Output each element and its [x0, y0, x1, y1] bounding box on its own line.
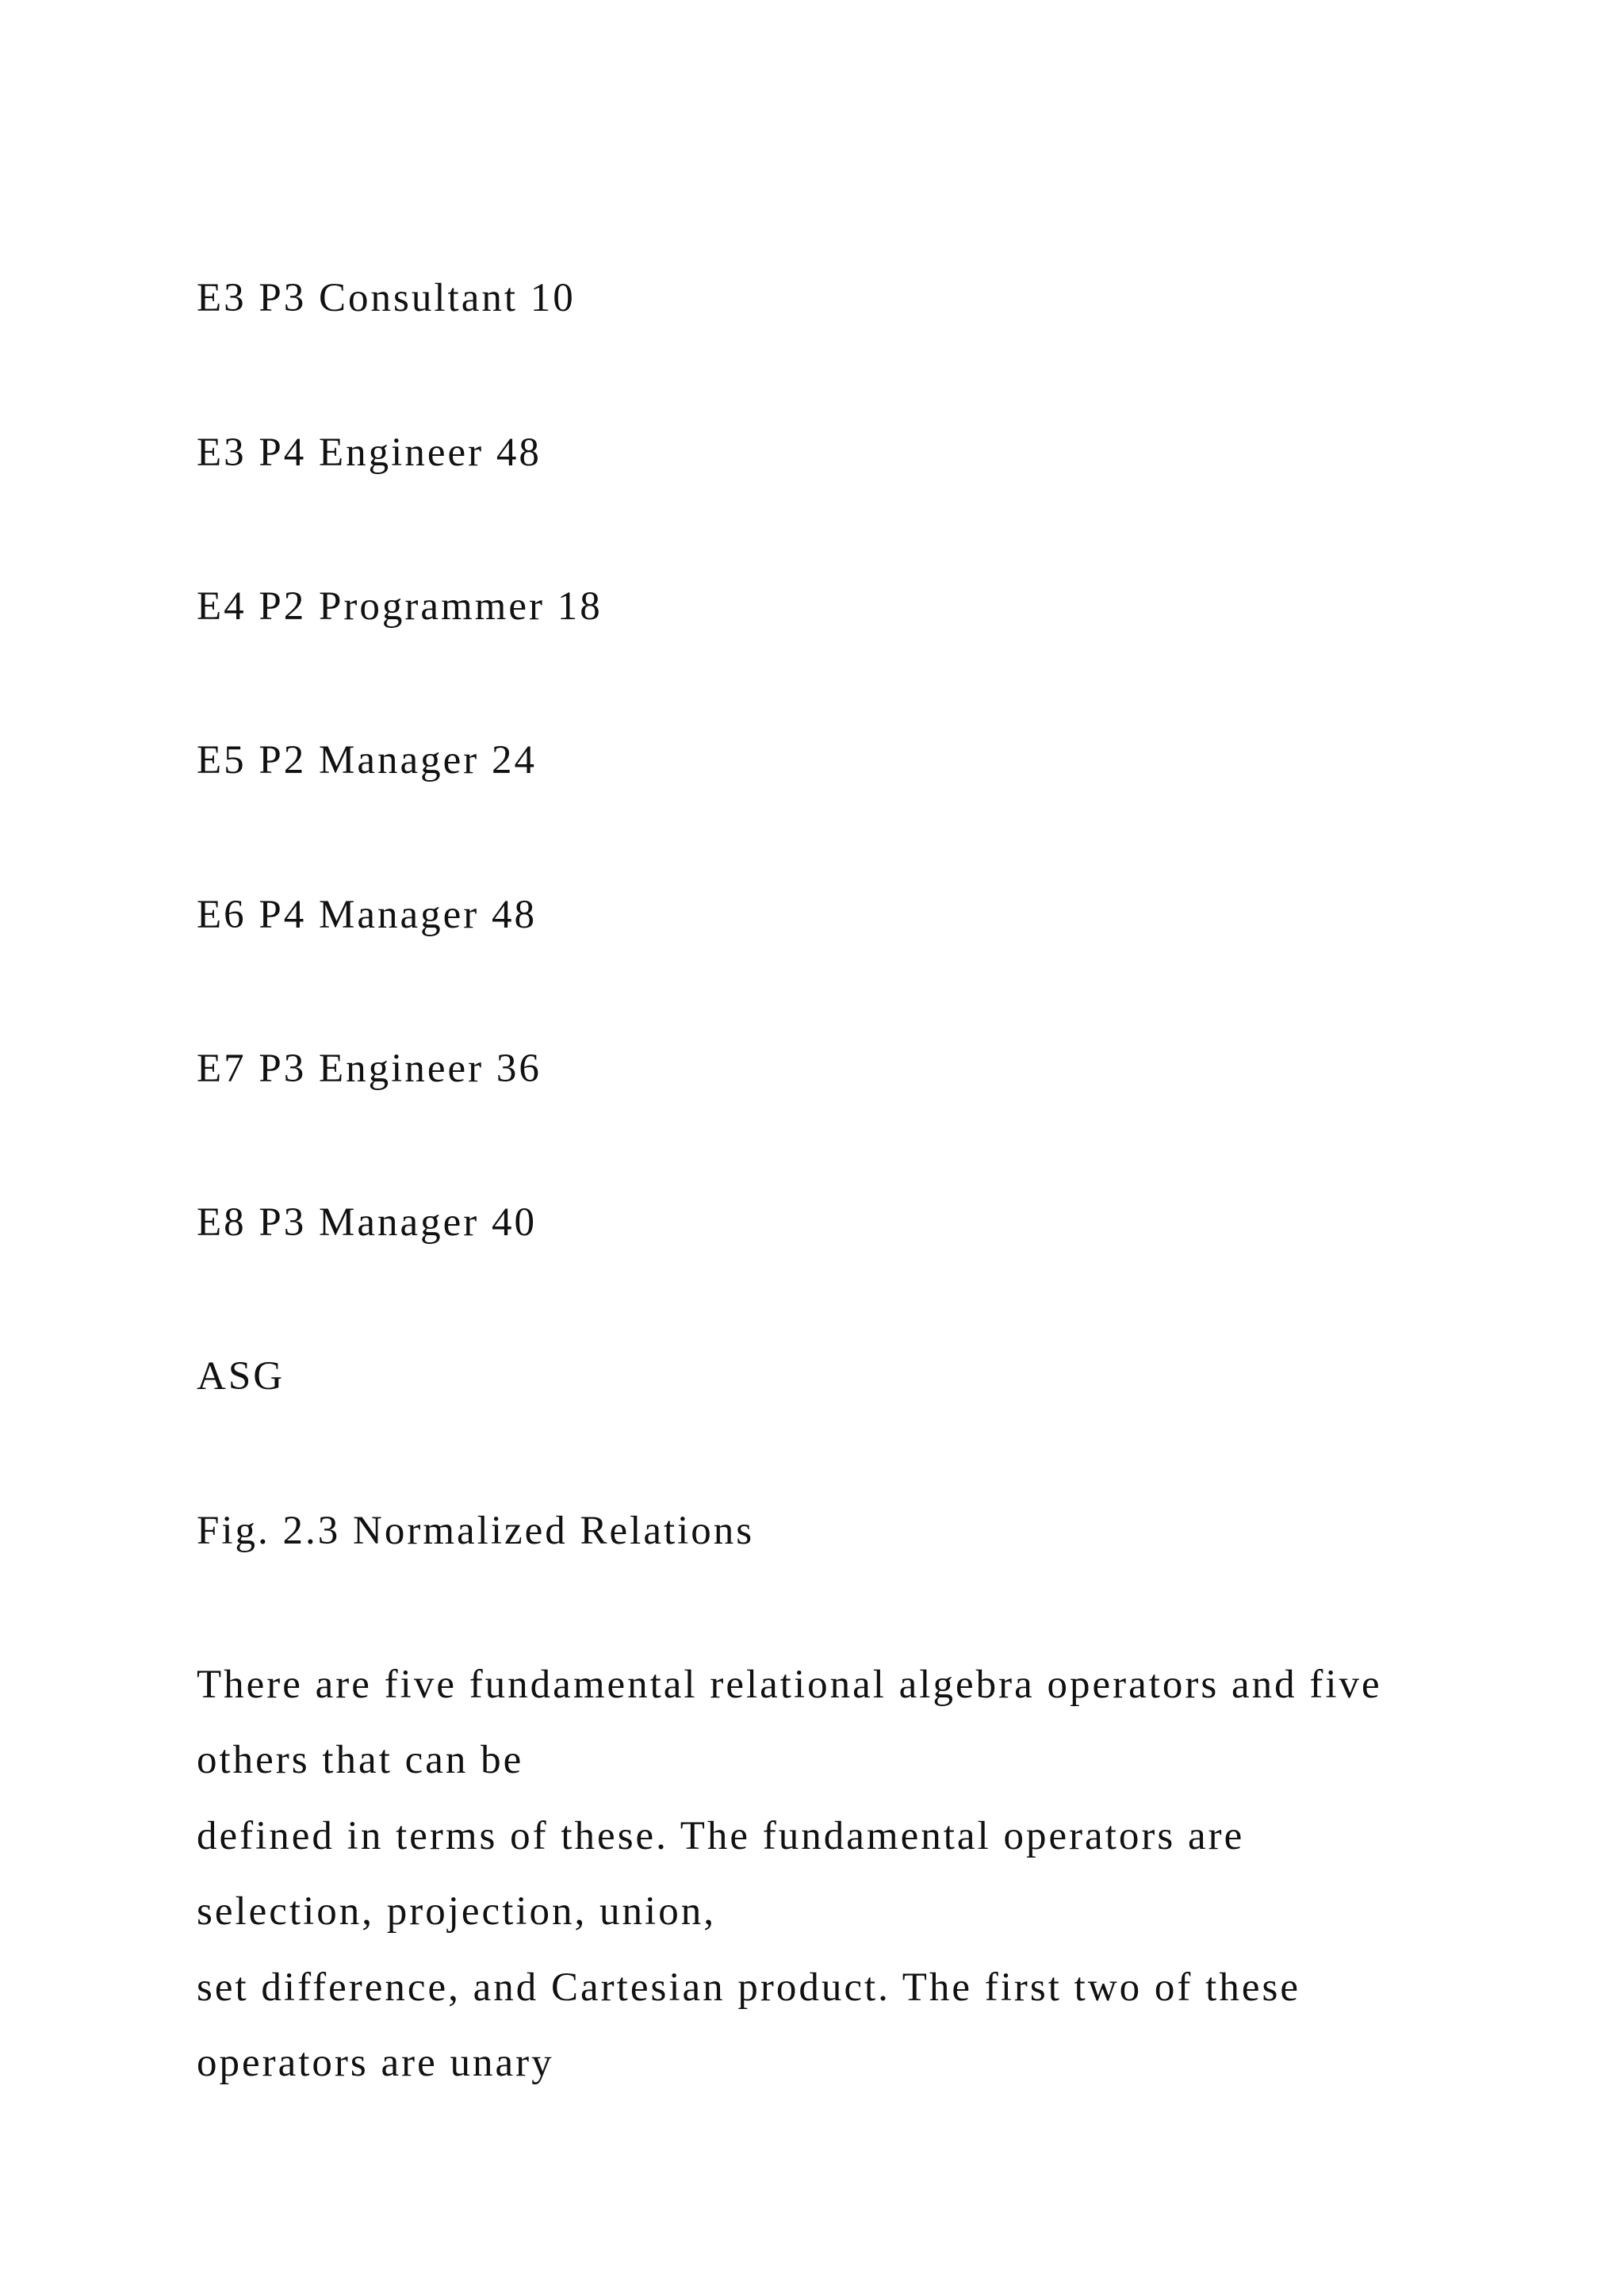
paragraph-line: There are five fundamental relational algebra operators and five: [197, 1663, 1382, 1707]
paragraph-line: others that can be: [197, 1738, 524, 1782]
paragraph-line: operators are unary: [197, 2041, 554, 2085]
figure-caption: Fig. 2.3 Normalized Relations: [197, 1509, 755, 1553]
table-row: E3 P4 Engineer 48: [197, 430, 542, 475]
table-row: E7 P3 Engineer 36: [197, 1047, 542, 1091]
table-row: E8 P3 Manager 40: [197, 1200, 538, 1245]
paragraph-line: defined in terms of these. The fundamental operators are: [197, 1814, 1245, 1858]
table-row: E3 P3 Consultant 10: [197, 276, 576, 320]
table-row: E6 P4 Manager 48: [197, 893, 538, 937]
paragraph-line: set difference, and Cartesian product. The first two of these: [197, 1965, 1300, 2010]
table-row: E5 P2 Manager 24: [197, 738, 538, 783]
paragraph-line: selection, projection, union,: [197, 1889, 716, 1934]
table-row: E4 P2 Programmer 18: [197, 584, 603, 629]
relation-name: ASG: [197, 1354, 285, 1399]
